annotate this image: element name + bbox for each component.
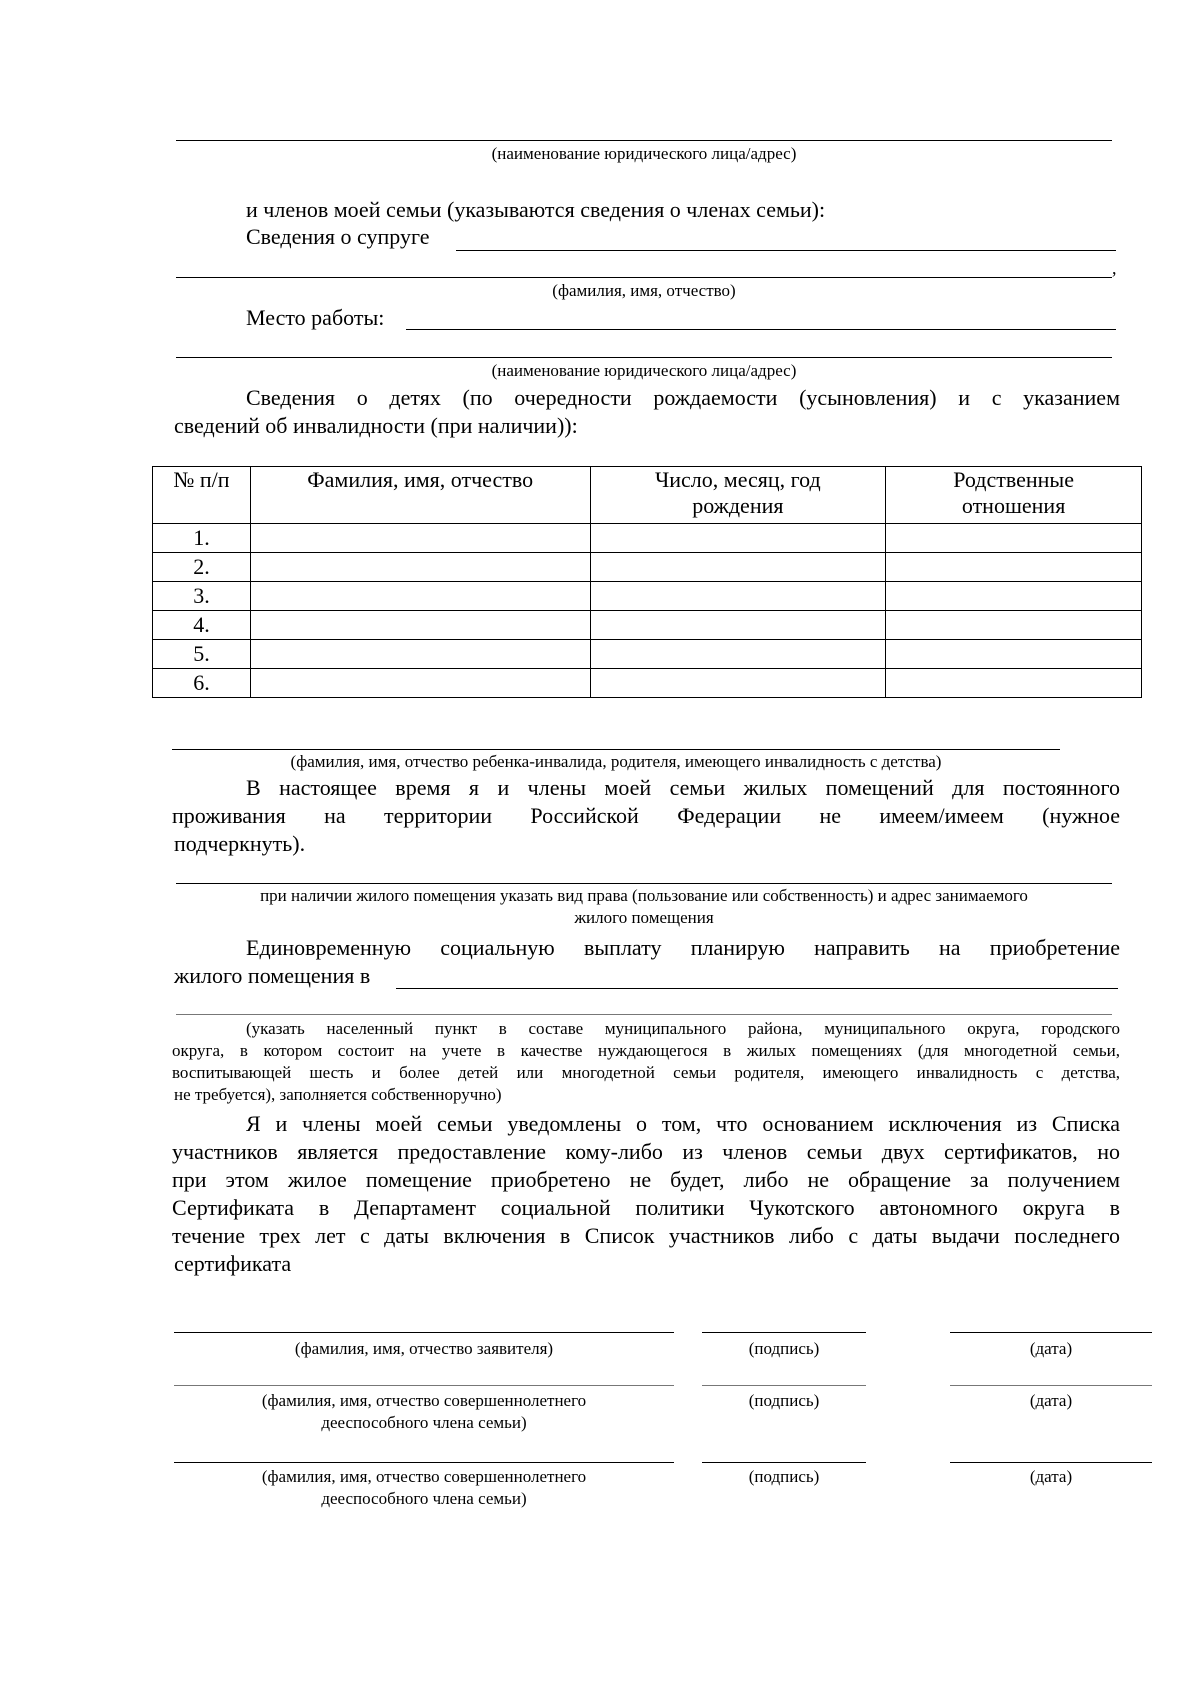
- org-line-top[interactable]: [176, 140, 1112, 141]
- housing-line2: проживания на территории Российской Федерации не имеем/имеем (нужное: [172, 803, 1120, 828]
- header-dob: Число, месяц, год рождения: [590, 467, 886, 524]
- signature-date-caption: (дата): [1029, 1339, 1073, 1358]
- housing-line1: В настоящее время я и члены моей семьи жилых помещений для постоянного: [246, 775, 1120, 800]
- row-number: 6.: [153, 669, 251, 698]
- notice-line3: при этом жилое помещение приобретено не будет, либо не обращение за получением: [172, 1167, 1120, 1192]
- family-intro: и членов моей семьи (указываются сведения о членах семьи):: [246, 197, 826, 222]
- work-label: Место работы:: [246, 305, 385, 330]
- disabled-fio-line[interactable]: [172, 749, 1060, 750]
- signature-fio-caption: (фамилия, имя, отчество заявителя): [294, 1339, 554, 1358]
- signature-fio-line[interactable]: [174, 1332, 674, 1333]
- payment-caption-line3: воспитывающей шесть и более детей или многодетной семьи родителя, имеющего инвалидность с детства,: [172, 1063, 1120, 1082]
- table-row: [153, 611, 1142, 640]
- spouse-fio-caption: (фамилия, имя, отчество): [552, 281, 736, 300]
- header-fio: Фамилия, имя, отчество: [250, 467, 590, 524]
- cell-relation[interactable]: [886, 640, 1142, 669]
- signature-fio-caption: (фамилия, имя, отчество совершеннолетнего дееспособного члена семьи): [261, 1391, 587, 1432]
- signature-date-line[interactable]: [950, 1385, 1152, 1386]
- cell-relation[interactable]: [886, 611, 1142, 640]
- housing-line3: подчеркнуть).: [174, 831, 306, 856]
- signature-sign-line[interactable]: [702, 1332, 866, 1333]
- work-org-caption: (наименование юридического лица/адрес): [491, 361, 797, 380]
- cell-fio[interactable]: [250, 611, 590, 640]
- signature-fio-caption: (фамилия, имя, отчество совершеннолетнего дееспособного члена семьи): [261, 1467, 587, 1508]
- payment-place-line[interactable]: [396, 988, 1118, 989]
- work-line-2[interactable]: [176, 357, 1112, 358]
- header-num: № п/п: [153, 467, 251, 524]
- row-number: 3.: [153, 582, 251, 611]
- notice-line6: сертификата: [174, 1251, 292, 1276]
- payment-place-line-2[interactable]: [176, 1014, 1112, 1015]
- signature-fio-line[interactable]: [174, 1385, 674, 1386]
- notice-line2: участников является предоставление кому-либо из членов семьи двух сертификатов, но: [172, 1139, 1120, 1164]
- cell-fio[interactable]: [250, 524, 590, 553]
- cell-relation[interactable]: [886, 553, 1142, 582]
- notice-line1: Я и члены моей семьи уведомлены о том, что основанием исключения из Списка: [246, 1111, 1120, 1136]
- signature-date-caption: (дата): [1029, 1391, 1073, 1410]
- cell-dob[interactable]: [590, 640, 886, 669]
- cell-dob[interactable]: [590, 524, 886, 553]
- housing-caption-line1: при наличии жилого помещения указать вид права (пользование или собственность) и адрес занимаемого: [260, 886, 1028, 905]
- spouse-line[interactable]: [456, 250, 1116, 251]
- signature-date-caption: (дата): [1029, 1467, 1073, 1486]
- notice-line5: течение трех лет с даты включения в Список участников либо с даты выдачи последнего: [172, 1223, 1120, 1248]
- payment-line1: Единовременную социальную выплату планирую направить на приобретение: [246, 935, 1120, 960]
- signature-date-line[interactable]: [950, 1332, 1152, 1333]
- header-relation: Родственные отношения: [886, 467, 1142, 524]
- signature-sign-line[interactable]: [702, 1462, 866, 1463]
- spouse-line-2[interactable]: [176, 277, 1112, 278]
- signature-sign-line[interactable]: [702, 1385, 866, 1386]
- signature-sign-caption: (подпись): [748, 1339, 820, 1358]
- table-row: [153, 640, 1142, 669]
- children-table-header: [153, 467, 1142, 524]
- spouse-comma: ,: [1112, 258, 1117, 278]
- org-caption-top: (наименование юридического лица/адрес): [491, 144, 797, 163]
- cell-dob[interactable]: [590, 582, 886, 611]
- cell-fio[interactable]: [250, 640, 590, 669]
- payment-caption-line2: округа, в котором состоит на учете в качестве нуждающегося в жилых помещениях (для многодетной семьи,: [172, 1041, 1120, 1060]
- cell-fio[interactable]: [250, 669, 590, 698]
- cell-dob[interactable]: [590, 611, 886, 640]
- cell-dob[interactable]: [590, 553, 886, 582]
- disabled-fio-caption: (фамилия, имя, отчество ребенка-инвалида, родителя, имеющего инвалидность с детства): [290, 752, 942, 771]
- spouse-label: Сведения о супруге: [246, 224, 430, 249]
- signature-sign-caption: (подпись): [748, 1467, 820, 1486]
- housing-caption-line2: жилого помещения: [574, 908, 714, 927]
- housing-right-line[interactable]: [176, 883, 1112, 884]
- children-intro-line2: сведений об инвалидности (при наличии)):: [174, 413, 578, 438]
- table-row: [153, 669, 1142, 698]
- row-number: 2.: [153, 553, 251, 582]
- cell-fio[interactable]: [250, 553, 590, 582]
- payment-line2: жилого помещения в: [174, 963, 371, 988]
- payment-caption-line4: не требуется), заполняется собственноручно): [174, 1085, 502, 1104]
- work-line[interactable]: [406, 329, 1116, 330]
- cell-dob[interactable]: [590, 669, 886, 698]
- table-row: [153, 553, 1142, 582]
- row-number: 4.: [153, 611, 251, 640]
- signature-fio-line[interactable]: [174, 1462, 674, 1463]
- signature-date-line[interactable]: [950, 1462, 1152, 1463]
- signature-sign-caption: (подпись): [748, 1391, 820, 1410]
- table-row: [153, 582, 1142, 611]
- payment-caption-line1: (указать населенный пункт в составе муниципального района, муниципального округа, городского: [246, 1019, 1120, 1038]
- cell-fio[interactable]: [250, 582, 590, 611]
- row-number: 5.: [153, 640, 251, 669]
- row-number: 1.: [153, 524, 251, 553]
- children-table: [152, 466, 1142, 698]
- cell-relation[interactable]: [886, 524, 1142, 553]
- notice-line4: Сертификата в Департамент социальной политики Чукотского автономного округа в: [172, 1195, 1120, 1220]
- cell-relation[interactable]: [886, 582, 1142, 611]
- table-row: [153, 524, 1142, 553]
- children-intro-line1: Сведения о детях (по очередности рождаемости (усыновления) и с указанием: [246, 385, 1120, 410]
- cell-relation[interactable]: [886, 669, 1142, 698]
